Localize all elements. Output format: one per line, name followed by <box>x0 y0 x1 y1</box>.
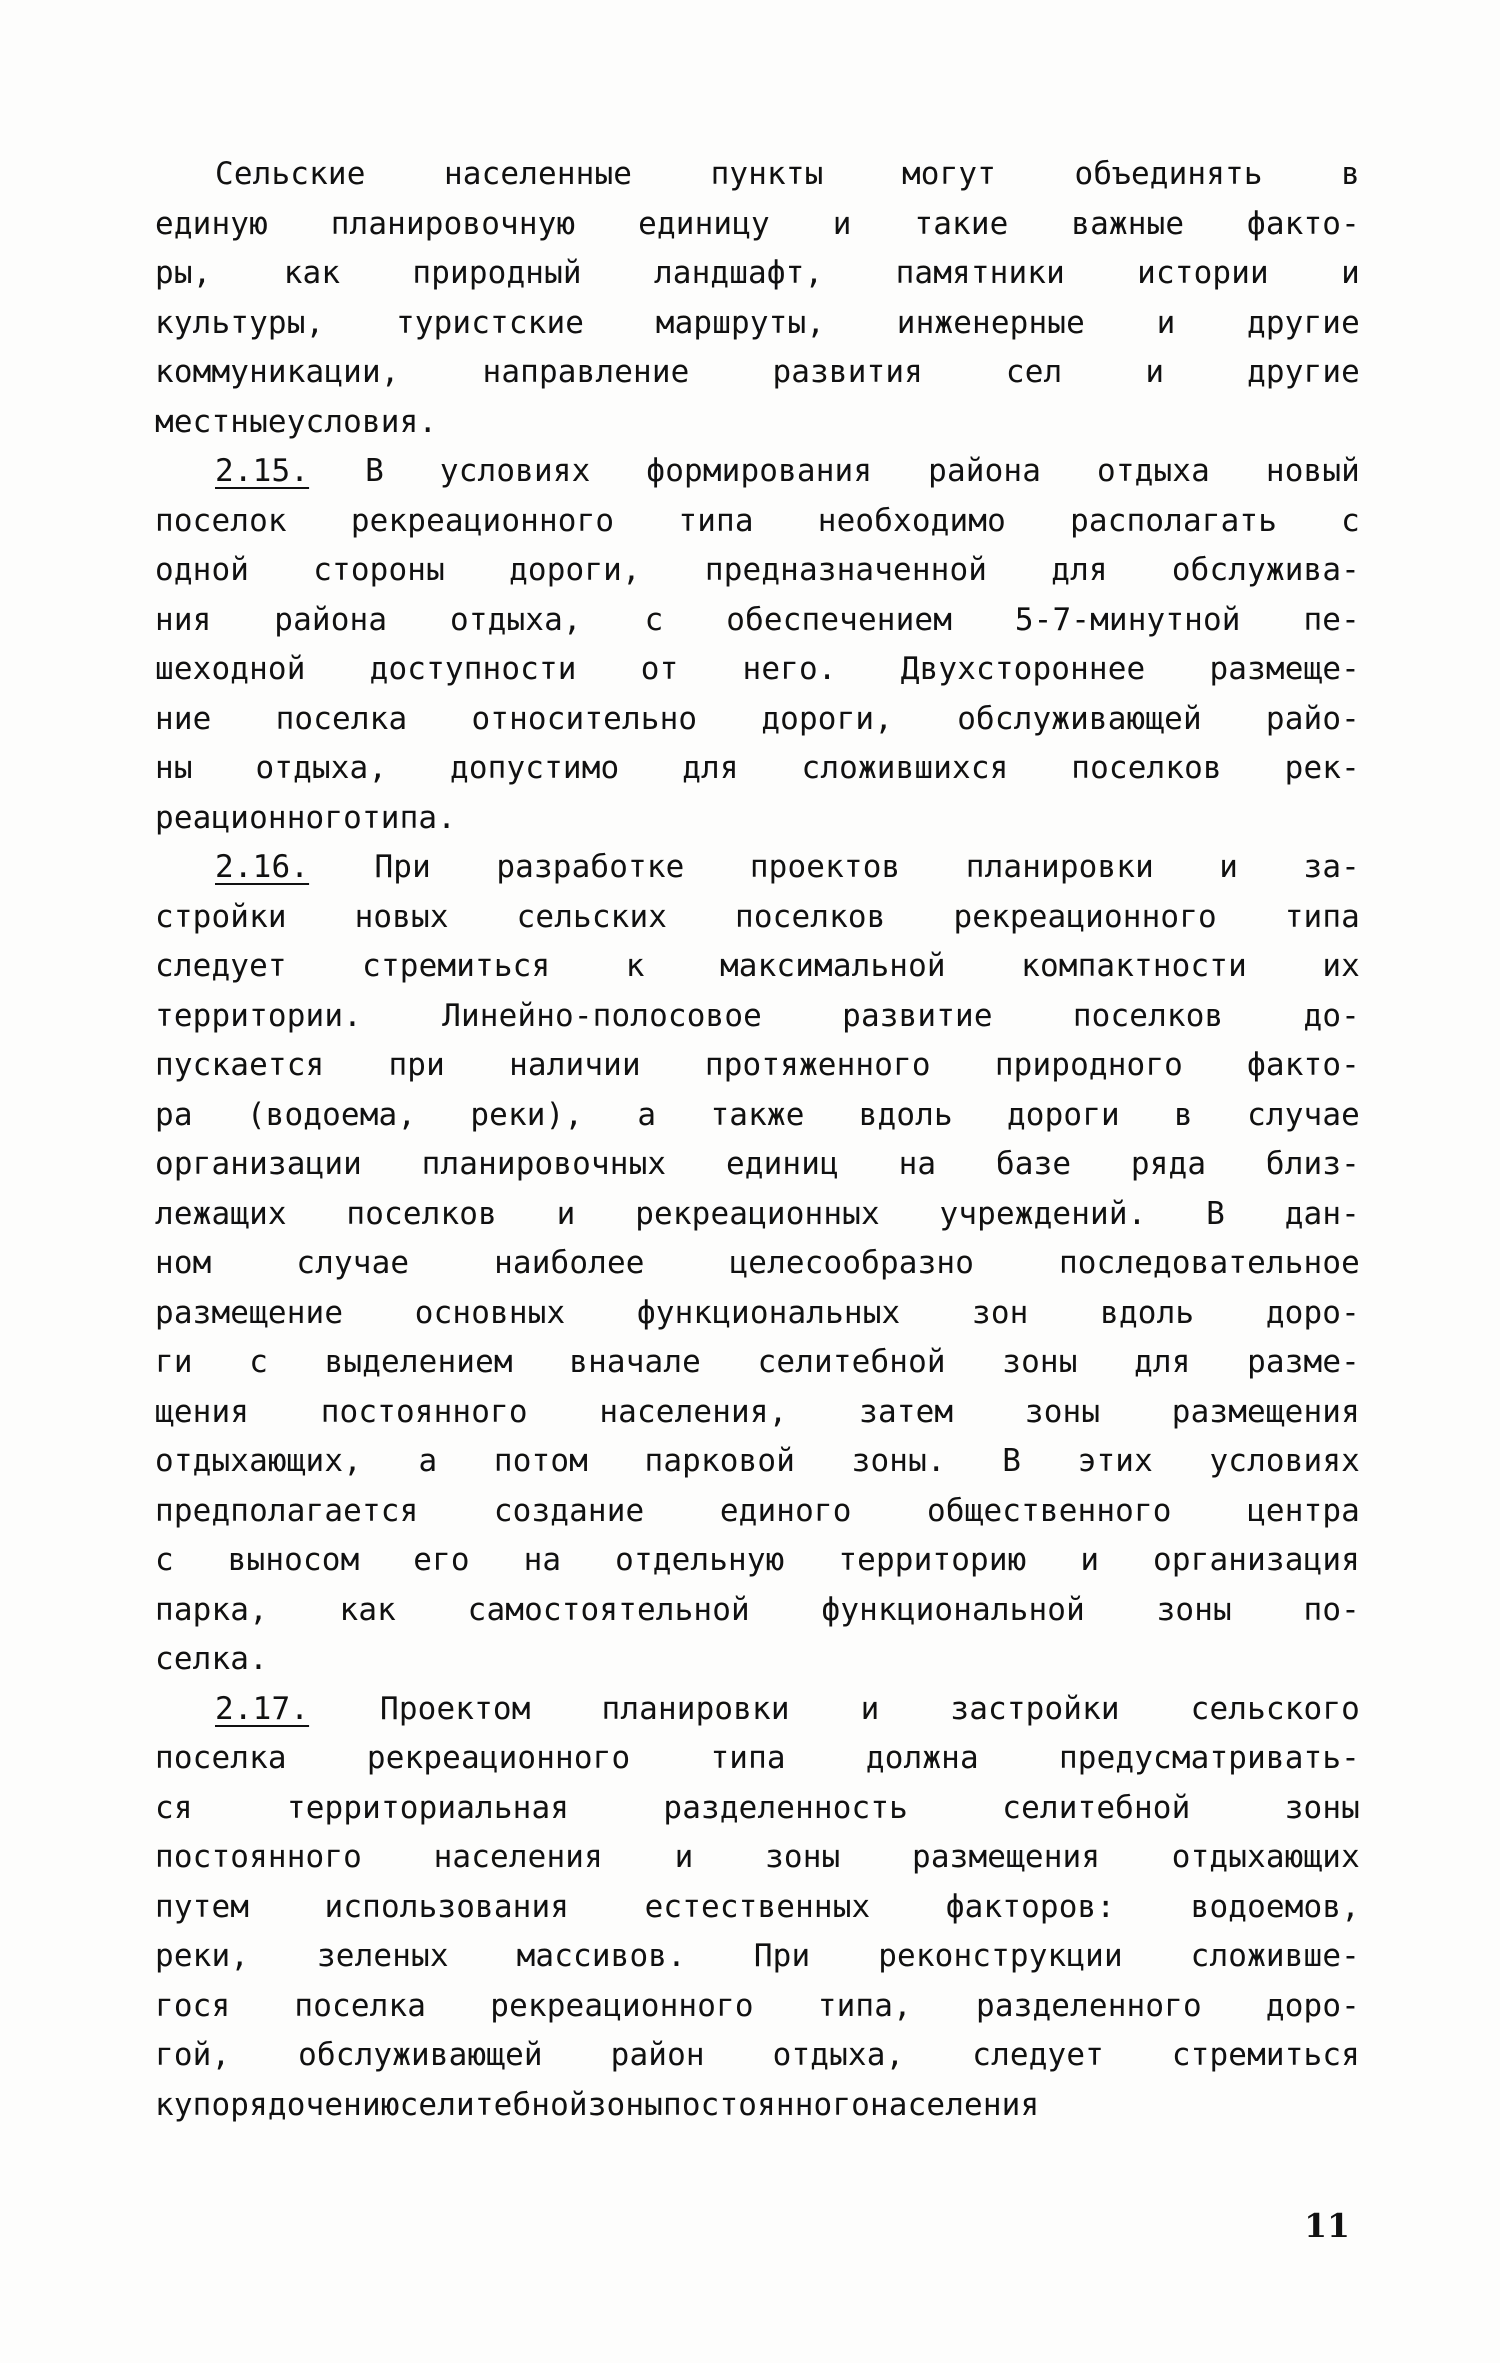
word: случае <box>1247 1096 1360 1133</box>
word: разме- <box>1247 1344 1360 1380</box>
text-line <box>155 150 1360 200</box>
word: факторов: <box>945 1888 1116 1925</box>
text-line <box>155 249 1360 299</box>
text-line <box>155 843 1360 893</box>
word: близ- <box>1265 1146 1360 1182</box>
word: ры, <box>155 255 212 291</box>
text-line <box>155 1140 1360 1190</box>
word: зоны <box>765 1839 841 1875</box>
word: поселка <box>294 1987 427 2024</box>
word: памятники <box>895 255 1065 291</box>
word: и <box>1080 1542 1100 1578</box>
word: зоны <box>1024 1393 1101 1430</box>
paragraph <box>155 150 1360 447</box>
text-line <box>155 2031 1360 2081</box>
word: вдоль <box>858 1096 953 1133</box>
word: поселков <box>1072 997 1224 1034</box>
text-line <box>155 1190 1360 1240</box>
text-line <box>155 1338 1360 1388</box>
word: основных <box>414 1294 566 1331</box>
word: постоянного <box>155 1839 362 1875</box>
word: природный <box>412 255 582 291</box>
word: В <box>1002 1443 1022 1479</box>
word: на <box>523 1542 562 1578</box>
word: водоемов, <box>1190 1888 1360 1925</box>
word: в <box>1341 156 1360 192</box>
word: а <box>418 1443 438 1479</box>
text-line <box>155 992 1360 1042</box>
section-number: 2.17. <box>215 1690 310 1727</box>
word: базе <box>995 1146 1072 1182</box>
text-line <box>155 1734 1360 1784</box>
word: за- <box>1303 849 1360 885</box>
word: к <box>155 2086 174 2123</box>
word: рекреационного <box>490 1987 754 2024</box>
text-line <box>155 1833 1360 1883</box>
word: для <box>1051 552 1108 588</box>
word: населения, <box>599 1393 788 1430</box>
word: обслужива- <box>1171 552 1360 588</box>
word: его <box>413 1542 470 1578</box>
word: общественного <box>927 1492 1172 1529</box>
word: целесообразно <box>729 1245 975 1281</box>
word: в <box>1174 1096 1193 1133</box>
word: максимальной <box>719 948 946 984</box>
word: поселок <box>155 502 287 539</box>
word: зоны <box>1002 1344 1078 1380</box>
word: парковой <box>644 1443 796 1479</box>
word: населенные <box>443 156 633 192</box>
word: факто- <box>1247 1047 1360 1083</box>
text-line <box>155 596 1360 646</box>
word: с <box>249 1344 269 1380</box>
word: и <box>1219 849 1239 885</box>
word: типа <box>1284 898 1360 935</box>
text-line <box>155 1091 1360 1141</box>
word: факто- <box>1247 205 1360 242</box>
word: планировочных <box>421 1146 667 1182</box>
word: отдыха, <box>255 750 388 786</box>
word: стройки <box>155 898 287 935</box>
word: затем <box>859 1393 954 1430</box>
word: создание <box>493 1492 645 1529</box>
word: размещения <box>1171 1393 1360 1430</box>
text-line <box>155 1437 1360 1487</box>
word: доступности <box>369 651 577 687</box>
word: отдельную <box>615 1542 785 1578</box>
word: также <box>710 1096 805 1133</box>
word: пускается <box>155 1047 325 1083</box>
word: местные <box>155 403 287 440</box>
word: сложивше- <box>1190 1938 1360 1974</box>
word: размеще- <box>1209 651 1360 687</box>
word: как <box>339 1591 396 1628</box>
word: развития <box>772 354 923 390</box>
word: ния <box>155 601 212 638</box>
word: организации <box>155 1146 362 1182</box>
word: пе- <box>1303 601 1360 638</box>
word: до- <box>1303 997 1360 1034</box>
word: наиболее <box>494 1245 645 1281</box>
word: и <box>1156 304 1176 341</box>
section-number: 2.16. <box>215 849 310 885</box>
word: такие <box>914 205 1009 242</box>
word: реконструкции <box>878 1938 1123 1974</box>
word: района <box>274 601 388 638</box>
word: и <box>860 1690 880 1727</box>
word: выносом <box>227 1542 360 1578</box>
word: от <box>640 651 679 687</box>
word: обеспечением <box>726 601 953 638</box>
word: поселка <box>155 1740 287 1776</box>
word: При <box>374 849 431 885</box>
word: самостоятельной <box>467 1591 750 1628</box>
word: проектов <box>749 849 901 885</box>
word: стороны <box>313 552 445 588</box>
word: Двухстороннее <box>900 651 1146 687</box>
text-line <box>155 1388 1360 1438</box>
word: на <box>898 1146 937 1182</box>
word: протяженного <box>704 1047 931 1083</box>
word: разделенного <box>976 1987 1202 2024</box>
word: В <box>365 453 384 489</box>
word: коммуникации, <box>155 354 400 390</box>
word: реки), <box>470 1096 584 1133</box>
word: поселка <box>275 700 408 737</box>
text-line <box>155 942 1360 992</box>
text-line <box>155 1536 1360 1586</box>
word: рекреационного <box>350 502 615 539</box>
word: территории. <box>155 997 362 1034</box>
word: типа <box>710 1740 786 1776</box>
body-text <box>155 150 1360 2130</box>
word: обслуживающей <box>957 700 1202 737</box>
word: организация <box>1153 1542 1360 1578</box>
word: зоны <box>1156 1591 1232 1628</box>
word: следует <box>155 948 287 984</box>
word: развитие <box>842 997 993 1034</box>
word: селитебной <box>1002 1789 1191 1826</box>
word: реки, <box>155 1938 250 1974</box>
text-line <box>155 1982 1360 2032</box>
word: разработке <box>496 849 685 885</box>
word: района <box>928 453 1042 489</box>
word: предназначенной <box>704 552 988 588</box>
word: этих <box>1077 1443 1153 1479</box>
text-line <box>155 1784 1360 1834</box>
word: сельского <box>1190 1690 1360 1727</box>
word: учреждений. <box>939 1195 1147 1232</box>
word: должна <box>865 1740 979 1776</box>
word: ландшафт, <box>653 255 824 291</box>
word: рекреационных <box>635 1195 880 1232</box>
text-line <box>155 1685 1360 1735</box>
word: единую <box>155 205 268 242</box>
word: селитебной <box>399 2086 588 2123</box>
paragraph <box>155 447 1360 843</box>
text-line <box>155 1041 1360 1091</box>
word: типа. <box>361 799 457 836</box>
word: потом <box>493 1443 588 1479</box>
word: относительно <box>471 700 698 737</box>
word: рекреационного <box>953 898 1217 935</box>
word: к <box>625 948 645 984</box>
word: с <box>644 601 664 638</box>
text-line <box>155 1635 1360 1685</box>
word: пункты <box>710 156 824 192</box>
word: зоны <box>1284 1789 1360 1826</box>
word: другие <box>1247 354 1360 390</box>
text-line <box>155 1487 1360 1537</box>
word: и <box>1145 354 1165 390</box>
word: предусматривать- <box>1058 1740 1360 1776</box>
text-line <box>155 645 1360 695</box>
word: доро- <box>1265 1987 1360 2024</box>
word: 5-7-минутной <box>1014 601 1241 638</box>
word: новых <box>354 898 449 935</box>
word: единицу <box>638 205 770 242</box>
word: сельских <box>516 898 668 935</box>
word: важные <box>1071 205 1185 242</box>
word: культуры, <box>155 304 325 341</box>
word: сел <box>1005 354 1063 390</box>
word: поселков <box>1071 750 1222 786</box>
word: функциональных <box>636 1294 901 1331</box>
word: случае <box>296 1245 410 1281</box>
word: населения <box>433 1839 603 1875</box>
text-line <box>155 398 1360 448</box>
word: постоянного <box>320 1393 528 1430</box>
word: парка, <box>155 1591 268 1628</box>
word: инженерные <box>896 304 1085 341</box>
word: центра <box>1247 1492 1360 1529</box>
word: ном <box>155 1245 212 1281</box>
word: предполагается <box>155 1492 419 1529</box>
word: упорядочению <box>173 2086 400 2123</box>
word: естественных <box>644 1888 871 1925</box>
word: При <box>753 1938 811 1974</box>
word: их <box>1322 948 1360 984</box>
word: следует <box>972 2037 1104 2073</box>
word: территориальная <box>286 1789 570 1826</box>
word: планировочную <box>330 205 576 242</box>
word: наличии <box>509 1047 641 1083</box>
word: отдыха, <box>450 601 582 638</box>
word: гой, <box>155 2037 231 2073</box>
word: застройки <box>950 1690 1120 1727</box>
word: при <box>388 1047 445 1083</box>
word: щения <box>155 1393 250 1430</box>
word: ги <box>155 1344 193 1380</box>
word: поселков <box>346 1195 497 1232</box>
word: район <box>610 2037 705 2073</box>
word: формирования <box>646 453 873 489</box>
text-line <box>155 1586 1360 1636</box>
word: условиях <box>439 453 591 489</box>
word: как <box>283 255 341 291</box>
word: типа, <box>817 1987 912 2024</box>
word: стремиться <box>1171 2037 1360 2073</box>
word: зоны. <box>851 1443 946 1479</box>
text-line <box>155 1883 1360 1933</box>
word: Проектом <box>380 1690 531 1727</box>
text-line <box>155 695 1360 745</box>
word: планировки <box>965 849 1154 885</box>
word: а <box>637 1096 657 1133</box>
word: доро- <box>1265 1294 1360 1331</box>
paragraph <box>155 1685 1360 2131</box>
word: с <box>1341 502 1360 539</box>
text-line <box>155 447 1360 497</box>
word: разделенность <box>663 1789 908 1826</box>
word: Линейно-полосовое <box>442 997 762 1034</box>
word: могут <box>901 156 997 192</box>
word: Сельские <box>215 156 366 192</box>
word: зон <box>972 1294 1029 1331</box>
page-number: 11 <box>1304 2206 1350 2245</box>
word: вдоль <box>1100 1294 1195 1331</box>
word: функциональной <box>821 1591 1085 1628</box>
text-line <box>155 299 1360 349</box>
word: новый <box>1265 453 1360 489</box>
word: реационного <box>155 799 362 836</box>
word: отдыхающих <box>1171 1839 1360 1875</box>
text-line <box>155 1239 1360 1289</box>
word: него. <box>742 651 837 687</box>
word: дороги, <box>761 700 894 737</box>
text-line <box>155 1932 1360 1982</box>
word: и <box>832 205 852 242</box>
text-line <box>155 794 1360 844</box>
word: допустимо <box>450 750 620 786</box>
word: стремиться <box>362 948 551 984</box>
word: селитебной <box>757 1344 946 1380</box>
word: вначале <box>569 1344 701 1380</box>
word: размещения <box>912 1839 1101 1875</box>
text-line <box>155 348 1360 398</box>
word: планировки <box>601 1690 790 1727</box>
word: отдыха <box>1097 453 1210 489</box>
word: рек- <box>1284 750 1360 786</box>
word: селка. <box>155 1641 268 1677</box>
word: и <box>1341 255 1360 291</box>
text-line <box>155 744 1360 794</box>
word: ряда <box>1130 1146 1207 1182</box>
word: природного <box>994 1047 1183 1083</box>
word: (водоема, <box>246 1096 417 1133</box>
word: дороги <box>1006 1096 1120 1133</box>
word: ны <box>155 750 193 786</box>
word: лежащих <box>155 1195 287 1232</box>
word: путем <box>155 1888 250 1925</box>
word: и <box>556 1195 576 1232</box>
section-number: 2.15. <box>215 453 310 489</box>
word: отдыхающих, <box>155 1443 362 1479</box>
word: В <box>1206 1195 1225 1232</box>
word: одной <box>155 552 250 588</box>
word: условия. <box>286 403 438 440</box>
word: располагать <box>1070 502 1278 539</box>
word: использования <box>324 1888 570 1925</box>
word: постоянного <box>663 2086 870 2123</box>
word: обслуживающей <box>298 2037 543 2073</box>
word: ра <box>155 1096 193 1133</box>
word: зоны <box>587 2086 663 2123</box>
word: дан- <box>1284 1195 1360 1232</box>
text-line <box>155 546 1360 596</box>
word: шеходной <box>155 651 306 687</box>
word: объединять <box>1074 156 1263 192</box>
word: по- <box>1303 1591 1360 1628</box>
word: туристские <box>395 304 585 341</box>
word: компактности <box>1021 948 1247 984</box>
word: гося <box>155 1987 231 2024</box>
text-line <box>155 2081 1360 2131</box>
word: ние <box>155 700 212 737</box>
word: ся <box>155 1789 193 1826</box>
word: маршруты, <box>655 304 826 341</box>
word: рекреационного <box>366 1740 631 1776</box>
word: условиях <box>1209 1443 1360 1479</box>
word: для <box>682 750 739 786</box>
word: территорию <box>838 1542 1027 1578</box>
word: поселков <box>735 898 886 935</box>
word: единого <box>719 1492 852 1529</box>
word: сложившихся <box>801 750 1009 786</box>
word: выделением <box>324 1344 513 1380</box>
text-line <box>155 200 1360 250</box>
word: направление <box>482 354 690 390</box>
word: последовательное <box>1058 1245 1360 1281</box>
word: райо- <box>1265 700 1360 737</box>
word: массивов. <box>516 1938 686 1974</box>
word: размещение <box>155 1294 344 1331</box>
word: отдыха, <box>772 2037 905 2073</box>
word: дороги, <box>509 552 641 588</box>
word: с <box>155 1542 174 1578</box>
word: для <box>1134 1344 1191 1380</box>
word: другие <box>1247 304 1360 341</box>
text-line <box>155 893 1360 943</box>
word: необходимо <box>817 502 1006 539</box>
word: и <box>674 1839 694 1875</box>
word: единиц <box>725 1146 839 1182</box>
paragraph <box>155 843 1360 1685</box>
word: зеленых <box>316 1938 449 1974</box>
text-line <box>155 1289 1360 1339</box>
text-line <box>155 497 1360 547</box>
word: истории <box>1137 255 1269 291</box>
word: типа <box>678 502 754 539</box>
word: населения <box>869 2086 1040 2123</box>
